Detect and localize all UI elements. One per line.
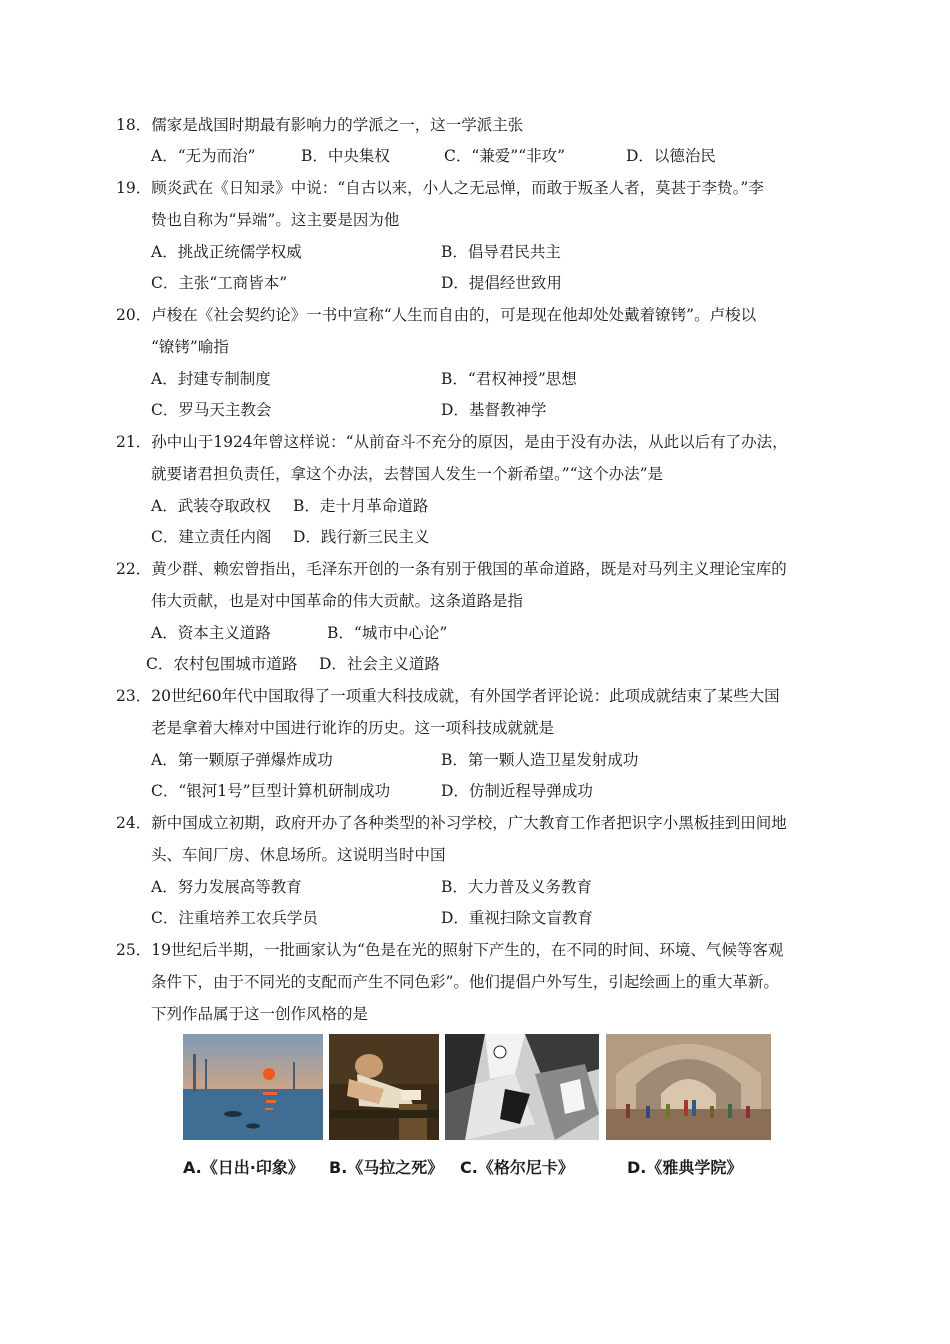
q21-option-c: C．建立责任内阁 (151, 528, 272, 546)
caption-d: D.《雅典学院》 (627, 1158, 743, 1177)
q22-stem-line1: 22．黄少群、赖宏曾指出，毛泽东开创的一条有别于俄国的革命道路，既是对马列主义理论宝库的 (116, 560, 787, 578)
q23-option-a: A．第一颗原子弹爆炸成功 (151, 751, 333, 769)
q22-option-b: B．“城市中心论” (327, 624, 448, 642)
q22-stem-line2: 伟大贡献，也是对中国革命的伟大贡献。这条道路是指 (151, 592, 524, 610)
q23-stem-line1: 23．20世纪60年代中国取得了一项重大科技成就，有外国学者评论说：此项成就结束了某些大国 (116, 687, 780, 705)
q19-option-d: D．提倡经世致用 (441, 274, 562, 292)
q24-stem-line1: 24．新中国成立初期，政府开办了各种类型的补习学校，广大教育工作者把识字小黑板挂到田间地 (116, 814, 787, 832)
q22-option-a: A．资本主义道路 (151, 624, 271, 642)
q19-option-a: A．挑战正统儒学权威 (151, 243, 302, 261)
painting-row (183, 1034, 773, 1144)
painting-death-of-marat (329, 1034, 439, 1140)
q24-option-b: B．大力普及义务教育 (441, 878, 592, 896)
q20-option-b: B．“君权神授”思想 (441, 370, 577, 388)
q21-option-d: D．践行新三民主义 (293, 528, 430, 546)
q24-option-c: C．注重培养工农兵学员 (151, 909, 318, 927)
q18-option-c: C．“兼爱”“非攻” (444, 147, 566, 165)
q20-option-d: D．基督教神学 (441, 401, 547, 419)
q19-stem-line1: 19．顾炎武在《日知录》中说：“自古以来，小人之无忌惮，而敢于叛圣人者，莫甚于李贽。”李 (116, 179, 764, 197)
painting-guernica (445, 1034, 599, 1140)
q18-option-b: B．中央集权 (301, 147, 390, 165)
q20-option-a: A．封建专制制度 (151, 370, 271, 388)
q25-stem-line1: 25．19世纪后半期，一批画家认为“色是在光的照射下产生的，在不同的时间、环境、气候等客观 (116, 941, 784, 959)
q22-option-c: C．农村包围城市道路 (146, 655, 298, 673)
q25-stem-line3: 下列作品属于这一创作风格的是 (151, 1005, 369, 1023)
q23-option-d: D．仿制近程导弹成功 (441, 782, 593, 800)
q18-option-d: D．以德治民 (626, 147, 716, 165)
caption-c: C.《格尔尼卡》 (460, 1158, 574, 1177)
q20-stem-line2: “镣铐”喻指 (151, 338, 229, 356)
q18-stem: 18．儒家是战国时期最有影响力的学派之一，这一学派主张 (116, 116, 524, 134)
q25-stem-line2: 条件下，由于不同光的支配而产生不同色彩”。他们提倡户外写生，引起绘画上的重大革新。 (151, 973, 779, 991)
caption-b: B.《马拉之死》 (329, 1158, 444, 1177)
caption-a: A.《日出·印象》 (183, 1158, 304, 1177)
painting-impression-sunrise (183, 1034, 323, 1140)
q23-option-c: C．“银河1号”巨型计算机研制成功 (151, 782, 391, 800)
q20-stem-line1: 20．卢梭在《社会契约论》一书中宣称“人生而自由的，可是现在他却处处戴着镣铐”。卢梭以 (116, 306, 757, 324)
q21-stem-line2: 就要诸君担负责任，拿这个办法，去替国人发生一个新希望。”“这个办法”是 (151, 465, 664, 483)
q24-option-a: A．努力发展高等教育 (151, 878, 302, 896)
q23-option-b: B．第一颗人造卫星发射成功 (441, 751, 639, 769)
q24-stem-line2: 头、车间厂房、休息场所。这说明当时中国 (151, 846, 446, 864)
q24-option-d: D．重视扫除文盲教育 (441, 909, 593, 927)
q18-option-a: A．“无为而治” (151, 147, 256, 165)
q23-stem-line2: 老是拿着大棒对中国进行讹诈的历史。这一项科技成就就是 (151, 719, 555, 737)
painting-school-of-athens (606, 1034, 771, 1140)
q19-option-c: C．主张“工商皆本” (151, 274, 288, 292)
q20-option-c: C．罗马天主教会 (151, 401, 272, 419)
q19-stem-line2: 贽也自称为“异端”。这主要是因为他 (151, 211, 400, 229)
q22-option-d: D．社会主义道路 (319, 655, 440, 673)
q21-stem-line1: 21．孙中山于1924年曾这样说：“从前奋斗不充分的原因，是由于没有办法，从此以后有了办法， (116, 433, 788, 451)
q21-option-b: B．走十月革命道路 (293, 497, 429, 515)
q21-option-a: A．武装夺取政权 (151, 497, 271, 515)
q19-option-b: B．倡导君民共主 (441, 243, 561, 261)
